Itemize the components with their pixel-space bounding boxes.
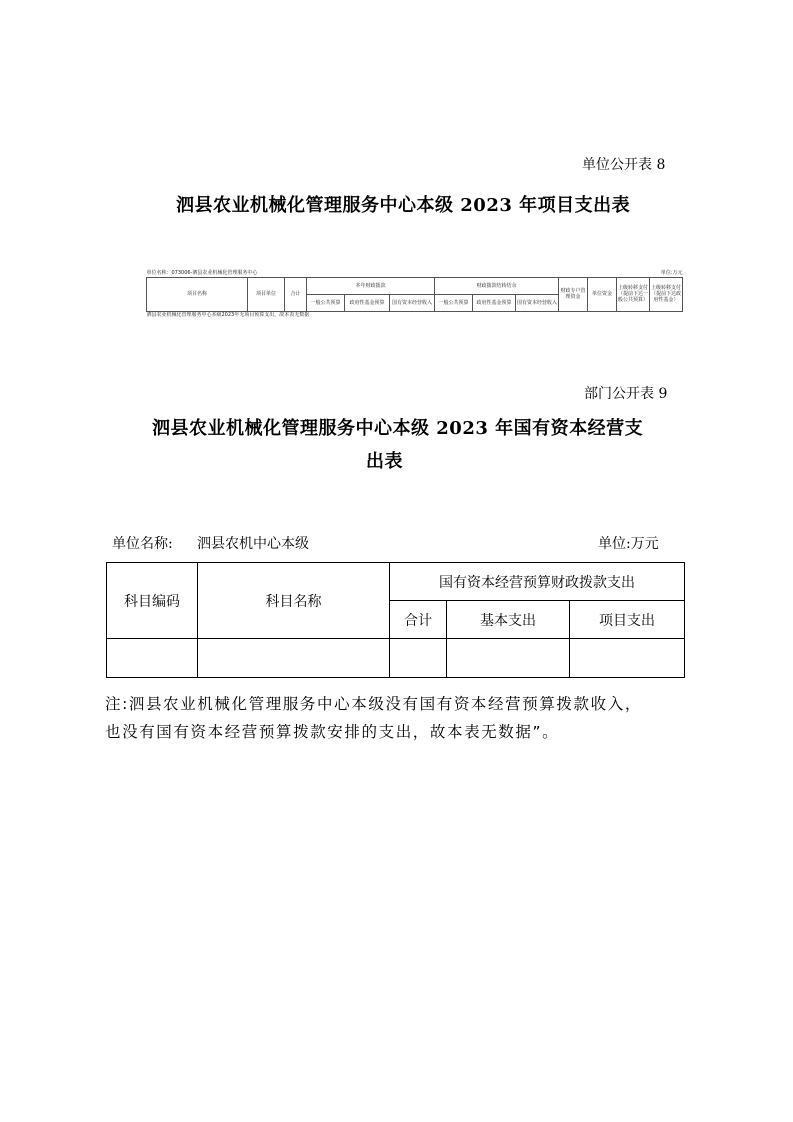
col-gov-fund: 政府性基金预算 xyxy=(345,294,390,311)
table8-unit-line: 单位名称：073006-泗县农业机械化管理服务中心 xyxy=(146,269,258,276)
col-unit-funds: 单位资金 xyxy=(588,277,617,311)
state-capital-expenditure-table xyxy=(106,562,685,678)
note-line-1: 注:泗县农业机械化管理服务中心本级没有国有资本经营预算拨款收入， xyxy=(105,695,642,713)
col-project-expenditure: 项目支出 xyxy=(570,601,685,639)
col-subject-code: 科目编码 xyxy=(107,563,198,639)
table8-title: 泗县农业机械化管理服务中心本级 2023 年项目支出表 xyxy=(176,195,631,216)
note-line-2: 也没有国有资本经营预算拨款安排的支出，故本表无数据”。 xyxy=(105,723,560,741)
col-gov-fund-carry: 政府性基金预算 xyxy=(473,294,516,311)
col-total: 合计 xyxy=(390,601,447,639)
unit-name: 泗县农机中心本级 xyxy=(197,536,309,552)
project-expenditure-table xyxy=(146,269,683,319)
table8-tag: 单位公开表 8 xyxy=(582,157,666,173)
col-special-account: 财政专户管理资金 xyxy=(559,277,588,311)
table9-title-line1: 泗县农业机械化管理服务中心本级 2023 年国有资本经营支 xyxy=(152,418,644,439)
empty-cell xyxy=(570,639,685,678)
col-project-name: 项目名称 xyxy=(147,277,248,311)
unit-label: 单位名称: xyxy=(112,536,173,552)
col-state-capital-carry: 国有资本经营收入 xyxy=(516,294,559,311)
col-subject-name: 科目名称 xyxy=(198,563,390,639)
empty-cell xyxy=(390,639,447,678)
unit-currency: 单位:万元 xyxy=(598,536,659,552)
col-upper-transfer-fund: 上级转移支付（提前下达政府性基金） xyxy=(650,277,683,311)
group-state-capital-expenditure: 国有资本经营预算财政拨款支出 xyxy=(390,563,685,601)
table8-note: 泗县农业机械化管理服务中心本级2023年无项目预算支出，故本表无数据 xyxy=(147,311,683,319)
table9-note xyxy=(105,690,642,746)
col-total: 合计 xyxy=(285,277,307,311)
empty-cell xyxy=(447,639,570,678)
col-basic-expenditure: 基本支出 xyxy=(447,601,570,639)
col-state-capital: 国有资本经营收入 xyxy=(390,294,435,311)
empty-cell xyxy=(107,639,198,678)
table9-title xyxy=(152,412,712,478)
col-general-budget-carry: 一般公共预算 xyxy=(435,294,473,311)
group-current-year: 本年财政拨款 xyxy=(307,277,435,294)
empty-cell xyxy=(198,639,390,678)
table8-unit-right: 单位:万元 xyxy=(660,269,683,276)
col-upper-transfer-general: 上级转移支付（提前下达一般公共预算） xyxy=(617,277,650,311)
col-project-unit: 项目单位 xyxy=(248,277,285,311)
table9-title-line2: 出表 xyxy=(366,451,403,472)
table9-tag: 部门公开表 9 xyxy=(584,386,668,402)
group-carryover: 财政拨款结转结余 xyxy=(435,277,559,294)
col-general-budget: 一般公共预算 xyxy=(307,294,345,311)
